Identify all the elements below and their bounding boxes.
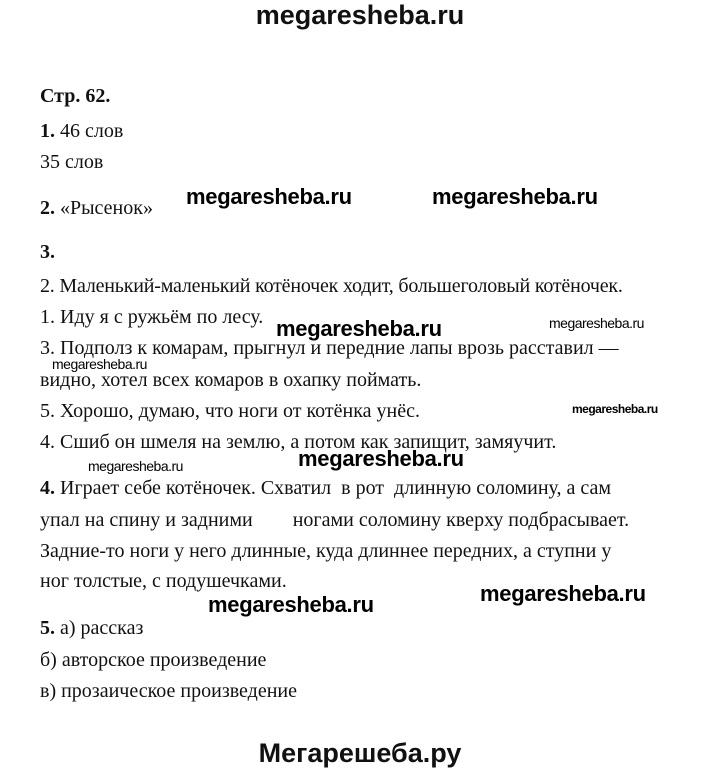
watermark: megaresheba.ru — [208, 592, 374, 617]
task1-line1 — [40, 119, 123, 143]
task1-line2: 35 слов — [40, 151, 104, 173]
task2-line — [40, 196, 153, 220]
task3-line: 2. Маленький-маленький котёночек ходит, большеголовый котёночек. — [40, 275, 623, 297]
watermark: megaresheba.ru — [276, 316, 442, 341]
task3-line: 4. Сшиб он шмеля на землю, а потом как запищит, замяучит. — [40, 431, 557, 453]
watermark: megaresheba.ru — [52, 356, 147, 372]
task1-num: 1. — [40, 120, 55, 142]
task4-line: Задние-то ноги у него длинные, куда длиннее передних, а ступни у — [40, 540, 612, 562]
task3-line: 3. Подполз к комарам, прыгнул и передние лапы врозь расставил — — [40, 337, 619, 359]
site-header: megaresheba.ru — [255, 0, 465, 30]
page-title: Стр. 62. — [40, 85, 111, 107]
task5-line: б) авторское произведение — [40, 649, 267, 671]
task4-line: упал на спину и задними ногами соломину кверху подбрасывает. — [40, 509, 630, 531]
task3-num: 3. — [40, 241, 55, 263]
task2-num: 2. — [40, 197, 55, 219]
task4-line: ног толстые, с подушечками. — [40, 570, 287, 592]
task5-answer: а) рассказ — [60, 617, 144, 639]
watermark: megaresheba.ru — [572, 402, 658, 416]
watermark: megaresheba.ru — [298, 446, 464, 471]
task4-num: 4. — [40, 477, 55, 499]
task3-line: видно, хотел всех комаров в охапку поймать. — [40, 369, 422, 391]
task5-num: 5. — [40, 617, 55, 639]
task4-line — [40, 476, 611, 500]
watermark: megaresheba.ru — [549, 315, 644, 331]
task4-text: Играет себе котёночек. Схватил в рот длинную соломину, а сам — [60, 477, 612, 499]
watermark: megaresheba.ru — [186, 184, 352, 209]
watermark: megaresheba.ru — [480, 581, 646, 606]
task5-line — [40, 616, 143, 640]
site-footer: Мегарешеба.ру — [258, 738, 462, 768]
task3-line: 1. Иду я с ружьём по лесу. — [40, 306, 264, 328]
task2-answer: «Рысенок» — [60, 197, 153, 219]
task1-answer1: 46 слов — [60, 120, 124, 142]
watermark: megaresheba.ru — [88, 458, 183, 474]
watermark: megaresheba.ru — [432, 184, 598, 209]
task5-line: в) прозаическое произведение — [40, 680, 298, 702]
task3-line: 5. Хорошо, думаю, что ноги от котёнка унёс. — [40, 400, 420, 422]
